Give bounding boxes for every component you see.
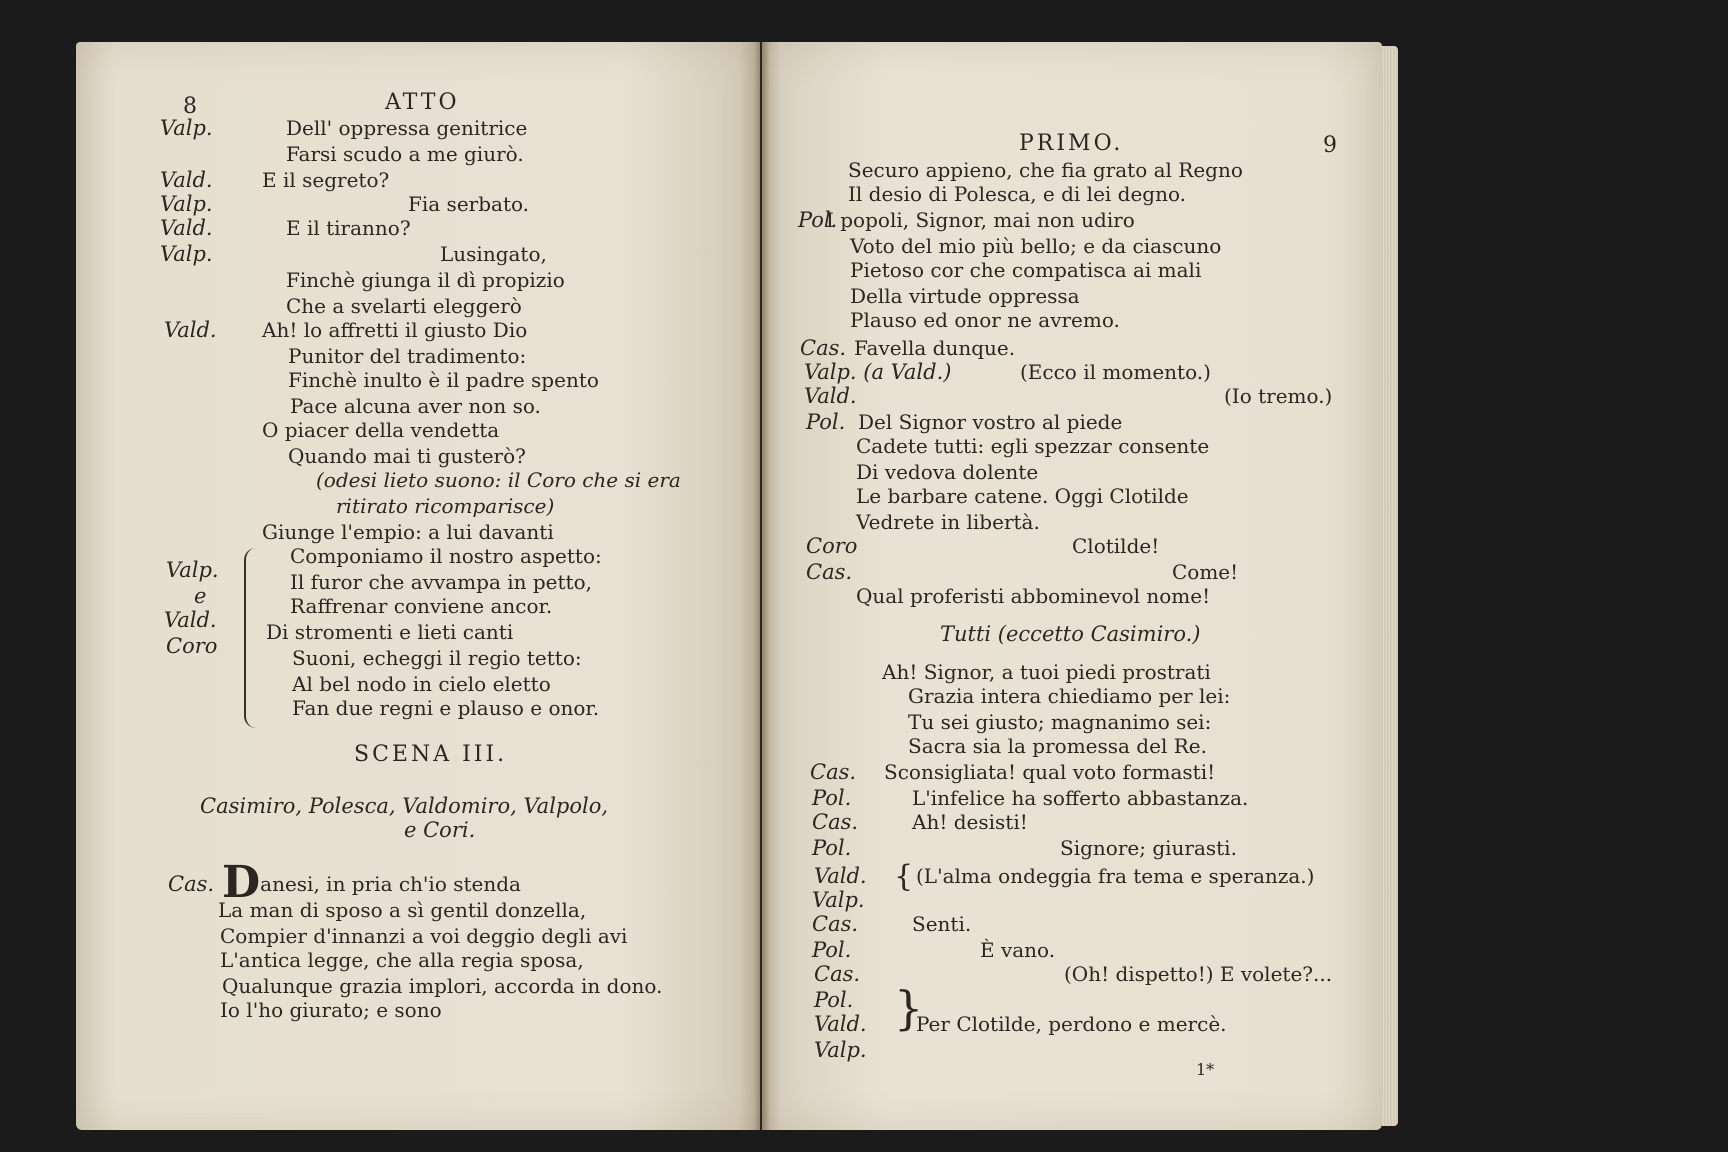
characters-list: Casimiro, Polesca, Valdomiro, Valpolo, (200, 794, 609, 818)
speaker-label: Cas. (810, 760, 857, 784)
verse-line: Del Signor vostro al piede (858, 410, 1123, 434)
speaker-label: Valp. (812, 888, 865, 912)
speaker-label: Coro (806, 534, 858, 558)
verse-line: Pace alcuna aver non so. (290, 394, 541, 418)
verse-line: (Ecco il momento.) (1020, 360, 1211, 384)
verse-line: L'infelice ha sofferto abbastanza. (912, 786, 1249, 810)
verse-line: Fia serbato. (408, 192, 530, 216)
speaker-label: Pol. (812, 786, 852, 810)
verse-line: Ah! lo affretti il giusto Dio (262, 318, 528, 342)
speaker-label: Pol. (798, 208, 838, 232)
speaker-label: Vald. (164, 318, 217, 342)
verse-line: Qual proferisti abbominevol nome! (856, 584, 1211, 608)
verse-line: È vano. (980, 938, 1056, 962)
verse-line: I popoli, Signor, mai non udiro (826, 208, 1135, 232)
speaker-label: Valp. (a Vald.) (804, 360, 952, 384)
verse-line: Suoni, echeggi il regio tetto: (292, 646, 582, 670)
verse-line: Farsi scudo a me giurò. (286, 142, 524, 166)
verse-line: Ah! desisti! (912, 810, 1028, 834)
speaker-brace: } (894, 981, 924, 1035)
verse-line: La man di sposo a sì gentil donzella, (218, 898, 587, 922)
verse-line: Securo appieno, che fia grato al Regno (848, 158, 1243, 182)
verse-line: (Io tremo.) (1224, 384, 1333, 408)
verse-line: (L'alma ondeggia fra tema e speranza.) (916, 864, 1315, 888)
speaker-label: Vald. (160, 168, 213, 192)
speaker-label: Coro (166, 634, 218, 658)
verse-line: Raffrenar conviene ancor. (290, 594, 553, 618)
verse-line: Giunge l'empio: a lui davanti (262, 520, 554, 544)
speaker-label: Valp. (814, 1038, 867, 1062)
verse-line: L'antica legge, che alla regia sposa, (220, 948, 584, 972)
speaker-label: Valp. (160, 192, 213, 216)
verse-line: ritirato ricomparisce) (336, 494, 555, 518)
speaker-label: Pol. (812, 836, 852, 860)
verse-line: Qualunque grazia implori, accorda in dono. (222, 974, 663, 998)
speaker-label: Cas. (168, 872, 215, 896)
verse-line: Componiamo il nostro aspetto: (290, 544, 602, 568)
speaker-label: Vald. (804, 384, 857, 408)
verse-line: Senti. (912, 912, 972, 936)
speaker-label: Vald. (814, 864, 867, 888)
speaker-label: Valp. (160, 116, 213, 140)
verse-line: Finchè inulto è il padre spento (288, 368, 599, 392)
verse-line: Clotilde! (1072, 534, 1160, 558)
verse-line: Fan due regni e plauso e onor. (292, 696, 600, 720)
signature-mark: 1* (1196, 1060, 1215, 1079)
verse-line: (Oh! dispetto!) E volete?... (1064, 962, 1333, 986)
verse-line: Sconsigliata! qual voto formasti! (884, 760, 1216, 784)
verse-line: Grazia intera chiediamo per lei: (908, 684, 1231, 708)
speaker-label: Pol. (806, 410, 846, 434)
speaker-label: Cas. (814, 962, 861, 986)
speaker-brace (244, 548, 256, 728)
verse-line: Di stromenti e lieti canti (266, 620, 514, 644)
verse-line: Che a svelarti eleggerò (286, 294, 522, 318)
page-number: 8 (183, 94, 197, 119)
verse-line: Quando mai ti gusterò? (288, 444, 526, 468)
stage-direction: Tutti (eccetto Casimiro.) (940, 622, 1201, 646)
speaker-label: e (194, 584, 207, 608)
verse-line: Cadete tutti: egli spezzar consente (856, 434, 1210, 458)
verse-line: Lusingato, (440, 242, 547, 266)
verse-line: Il desio di Polesca, e di lei degno. (848, 182, 1187, 206)
drop-cap: D (222, 857, 261, 908)
verse-line: Voto del mio più bello; e da ciascuno (850, 234, 1222, 258)
speech-first-line (222, 857, 521, 908)
verse-line: Punitor del tradimento: (288, 344, 527, 368)
speaker-label: Valp. (160, 242, 213, 266)
running-head: PRIMO. (1019, 131, 1124, 156)
verse-line: Pietoso cor che compatisca ai mali (850, 258, 1202, 282)
speaker-label: Vald. (814, 1012, 867, 1036)
verse-line: Finchè giunga il dì propizio (286, 268, 565, 292)
verse-line: Vedrete in libertà. (856, 510, 1040, 534)
verse-line: Signore; giurasti. (1060, 836, 1237, 860)
verse-line: Le barbare catene. Oggi Clotilde (856, 484, 1189, 508)
verse-line: Per Clotilde, perdono e mercè. (916, 1012, 1227, 1036)
speaker-label: Cas. (806, 560, 853, 584)
verse-line: E il tiranno? (286, 216, 411, 240)
speaker-label: Valp. (166, 558, 219, 582)
verse-line: Al bel nodo in cielo eletto (292, 672, 551, 696)
verse-line: Plauso ed onor ne avremo. (850, 308, 1120, 332)
speaker-label: Pol. (814, 988, 854, 1012)
speaker-label: Cas. (800, 336, 847, 360)
running-head: ATTO (385, 90, 460, 115)
page-edges (1382, 46, 1398, 1126)
page-number: 9 (1323, 133, 1337, 158)
verse-line: (odesi lieto suono: il Coro che si era (316, 468, 681, 492)
speaker-label: Cas. (812, 912, 859, 936)
verse-line: anesi, in pria ch'io stenda (260, 872, 521, 896)
scene-title: SCENA III. (354, 742, 508, 767)
characters-list: e Cori. (404, 818, 476, 842)
speaker-label: Vald. (160, 216, 213, 240)
verse-line: Tu sei giusto; magnanimo sei: (908, 710, 1212, 734)
verse-line: Come! (1172, 560, 1239, 584)
verse-line: Della virtude oppressa (850, 284, 1080, 308)
speaker-brace: { (894, 859, 914, 894)
verse-line: Dell' oppressa genitrice (286, 116, 528, 140)
verse-line: Compier d'innanzi a voi deggio degli avi (220, 924, 628, 948)
verse-line: E il segreto? (262, 168, 390, 192)
verse-line: Favella dunque. (854, 336, 1016, 360)
verse-line: Io l'ho giurato; e sono (220, 998, 442, 1022)
book-gutter (754, 42, 770, 1130)
speaker-label: Pol. (812, 938, 852, 962)
verse-line: Il furor che avvampa in petto, (290, 570, 592, 594)
speaker-label: Vald. (164, 608, 217, 632)
verse-line: O piacer della vendetta (262, 418, 500, 442)
verse-line: Di vedova dolente (856, 460, 1039, 484)
verse-line: Ah! Signor, a tuoi piedi prostrati (882, 660, 1211, 684)
speaker-label: Cas. (812, 810, 859, 834)
verse-line: Sacra sia la promessa del Re. (908, 734, 1207, 758)
